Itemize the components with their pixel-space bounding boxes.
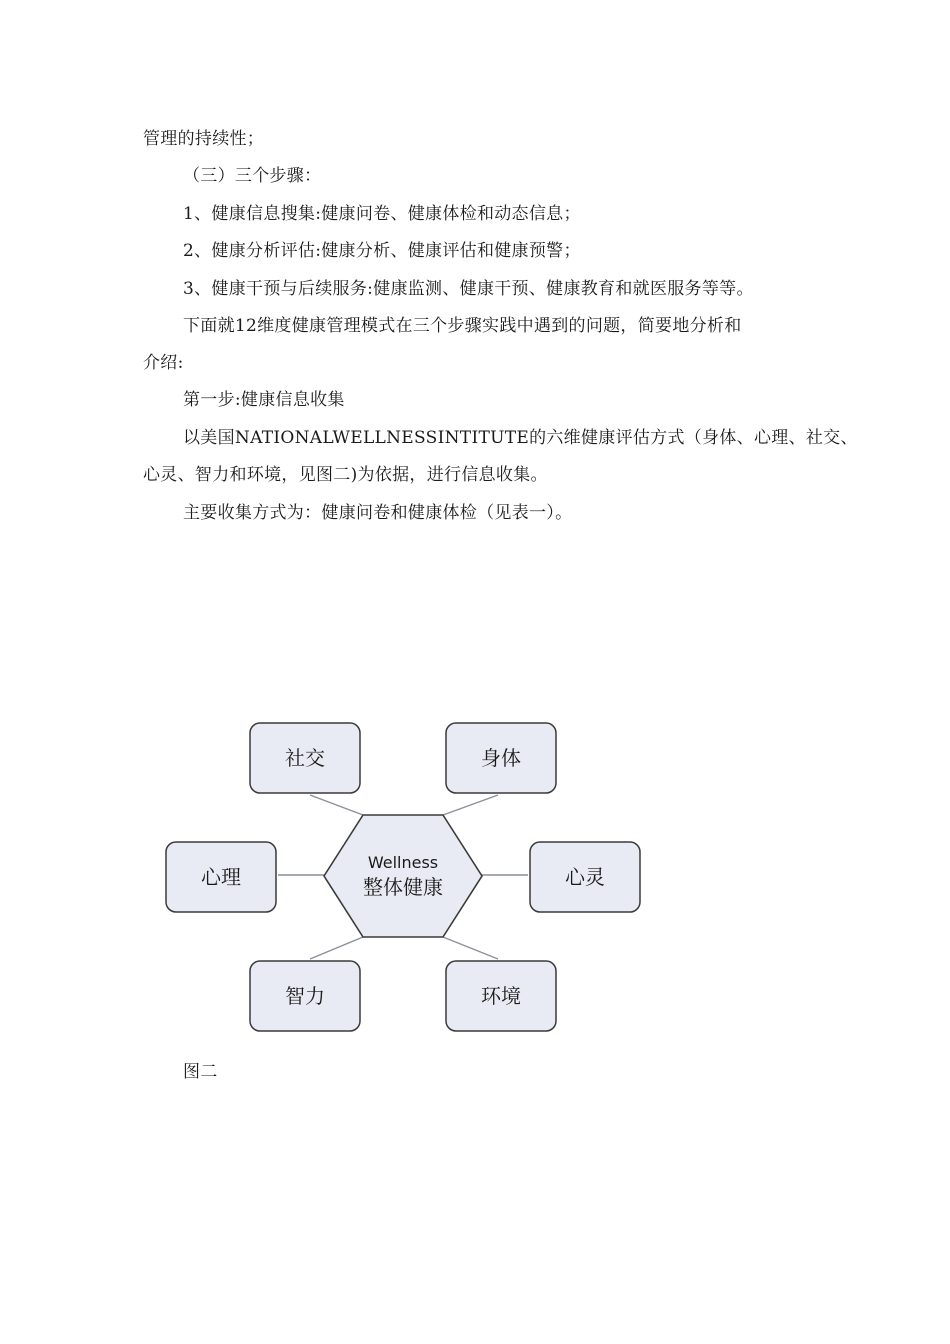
- connector-intellect: [310, 937, 363, 959]
- list-item: 2、健康分析评估:健康分析、健康评估和健康预警；: [183, 241, 581, 261]
- section-heading: （三）三个步骤：: [183, 166, 322, 186]
- node-label-spirit: 心灵: [565, 865, 605, 889]
- paragraph-line: 以美国NATIONALWELLNESSINTITUTE的六维健康评估方式（身体、心理、社交、: [183, 428, 858, 448]
- connector-social: [310, 795, 363, 815]
- list-item: 1、健康信息搜集:健康问卷、健康体检和动态信息；: [183, 204, 581, 224]
- paragraph-line: 主要收集方式为：健康问卷和健康体检（见表一）。: [183, 503, 573, 523]
- hub-label-zh: 整体健康: [363, 875, 443, 899]
- figure-caption: 图二: [183, 1062, 218, 1082]
- paragraph-line: 下面就12维度健康管理模式在三个步骤实践中遇到的问题，简要地分析和: [183, 316, 742, 336]
- list-item: 3、健康干预与后续服务:健康监测、健康干预、健康教育和就医服务等等。: [183, 279, 754, 299]
- wellness-diagram: [160, 715, 650, 1040]
- hub-label-en: Wellness: [367, 853, 439, 872]
- paragraph-line: 管理的持续性；: [143, 129, 265, 149]
- node-label-environment: 环境: [481, 984, 521, 1008]
- node-label-intellect: 智力: [285, 984, 325, 1008]
- step-heading: 第一步:健康信息收集: [183, 390, 345, 410]
- paragraph-line: 介绍:: [143, 353, 184, 373]
- connector-body: [443, 795, 498, 815]
- node-label-psychology: 心理: [201, 865, 241, 889]
- paragraph-line: 心灵、智力和环境，见图二)为依据，进行信息收集。: [143, 465, 548, 485]
- connector-environment: [443, 937, 498, 959]
- node-label-social: 社交: [285, 746, 325, 770]
- node-label-body: 身体: [481, 746, 521, 770]
